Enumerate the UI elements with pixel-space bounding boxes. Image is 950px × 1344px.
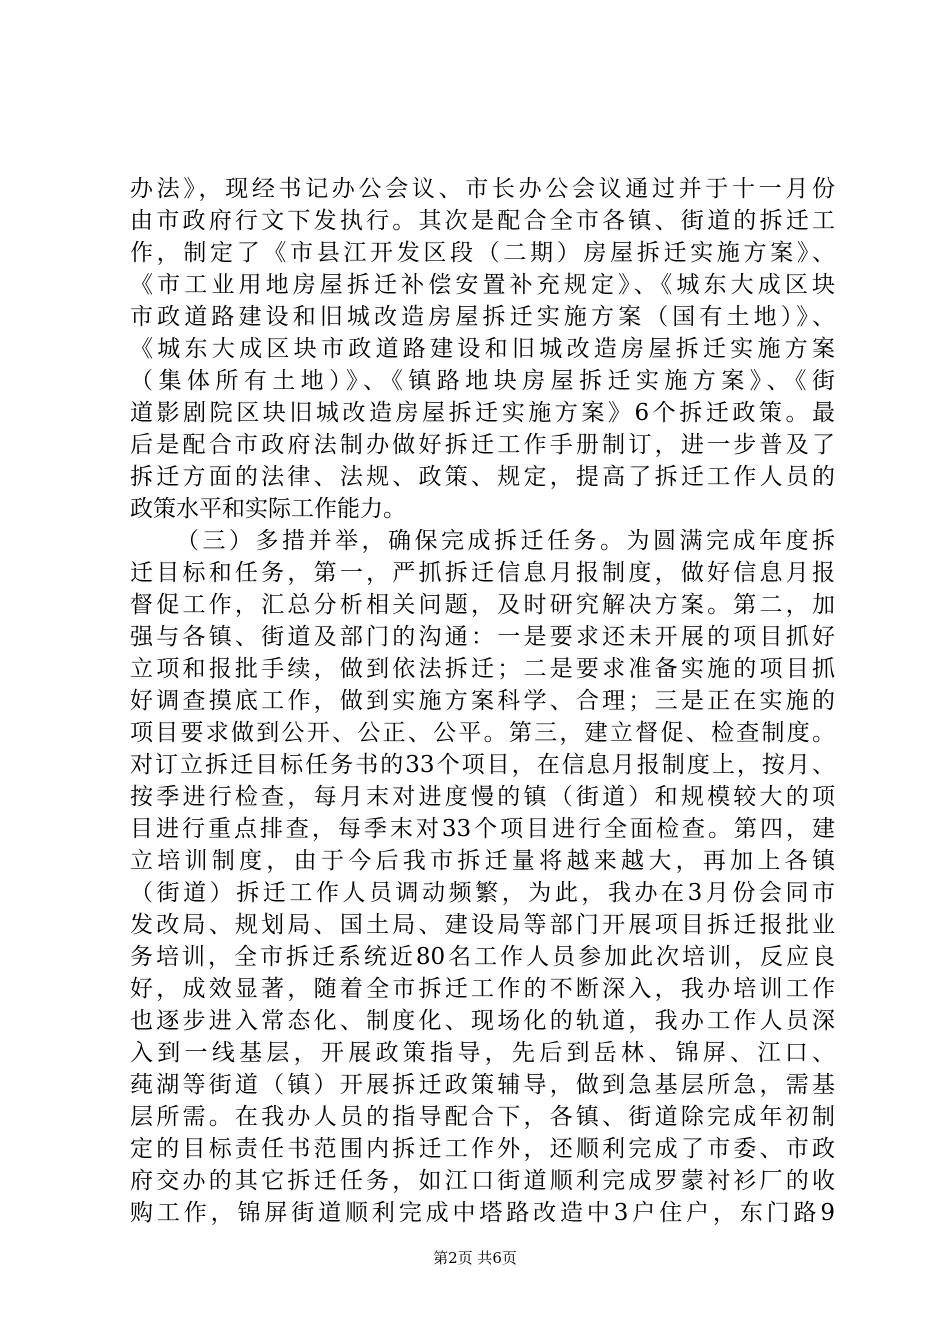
text-line: 后是配合市政府法制办做好拆迁工作手册制订，进一步普及了 (130, 432, 835, 458)
text-line: 《城东大成区块市政道路建设和旧城改造房屋拆迁实施方案 (130, 336, 835, 362)
text-line: 迁目标和任务，第一，严抓拆迁信息月报制度，做好信息月报 (130, 560, 835, 586)
text-line: 目进行重点排查，每季末对33个项目进行全面检查。第四，建 (130, 816, 835, 842)
text-line: 政策水平和实际工作能力。 (130, 496, 406, 522)
text-line: 由市政府行文下发执行。其次是配合全市各镇、街道的拆迁工 (130, 208, 835, 234)
text-line: 层所需。在我办人员的指导配合下，各镇、街道除完成年初制 (130, 1104, 835, 1130)
text-line: 定的目标责任书范围内拆迁工作外，还顺利完成了市委、市政 (130, 1136, 835, 1162)
text-line: 道影剧院区块旧城改造房屋拆迁实施方案》6个拆迁政策。最 (130, 400, 835, 426)
text-line: 拆迁方面的法律、法规、政策、规定，提高了拆迁工作人员的 (130, 464, 835, 490)
text-line: 按季进行检查，每月末对进度慢的镇（街道）和规模较大的项 (130, 784, 835, 810)
text-line: 购工作，锦屏街道顺利完成中塔路改造中3户住户，东门路9 (130, 1200, 835, 1226)
text-line: 督促工作，汇总分析相关问题，及时研究解决方案。第二，加 (130, 592, 835, 618)
text-line: 莼湖等街道（镇）开展拆迁政策辅导，做到急基层所急，需基 (130, 1072, 835, 1098)
text-line: 项目要求做到公开、公正、公平。第三，建立督促、检查制度。 (130, 720, 835, 746)
paragraph-heading-line: （三）多措并举，确保完成拆迁任务。为圆满完成年度拆 (176, 528, 835, 554)
text-line: 作，制定了《市县江开发区段（二期）房屋拆迁实施方案》、 (130, 240, 835, 266)
text-line: 好，成效显著，随着全市拆迁工作的不断深入，我办培训工作 (130, 976, 835, 1002)
text-line: （街道）拆迁工作人员调动频繁，为此，我办在3月份会同市 (130, 880, 835, 906)
text-line: 强与各镇、街道及部门的沟通：一是要求还未开展的项目抓好 (130, 624, 835, 650)
text-line: 对订立拆迁目标任务书的33个项目，在信息月报制度上，按月、 (130, 752, 835, 778)
text-line: 《市工业用地房屋拆迁补偿安置补充规定》、《城东大成区块 (130, 272, 835, 298)
text-line: 务培训，全市拆迁系统近80名工作人员参加此次培训，反应良 (130, 944, 835, 970)
text-line: 市政道路建设和旧城改造房屋拆迁实施方案（国有土地）》、 (130, 304, 835, 330)
text-line: 立培训制度，由于今后我市拆迁量将越来越大，再加上各镇 (130, 848, 835, 874)
text-line: 府交办的其它拆迁任务，如江口街道顺利完成罗蒙衬衫厂的收 (130, 1168, 835, 1194)
text-line: 办法》，现经书记办公会议、市长办公会议通过并于十一月份 (130, 176, 835, 202)
text-line: 也逐步进入常态化、制度化、现场化的轨道，我办工作人员深 (130, 1008, 835, 1034)
text-line: 发改局、规划局、国土局、建设局等部门开展项目拆迁报批业 (130, 912, 835, 938)
text-line: 好调查摸底工作，做到实施方案科学、合理；三是正在实施的 (130, 688, 835, 714)
text-line: 入到一线基层，开展政策指导，先后到岳林、锦屏、江口、 (130, 1040, 835, 1066)
text-line: （集体所有土地）》、《镇路地块房屋拆迁实施方案》、《街 (130, 368, 835, 394)
text-line: 立项和报批手续，做到依法拆迁；二是要求准备实施的项目抓 (130, 656, 835, 682)
body-text (130, 173, 835, 1229)
page-footer: 第2页 共6页 (433, 1249, 517, 1267)
